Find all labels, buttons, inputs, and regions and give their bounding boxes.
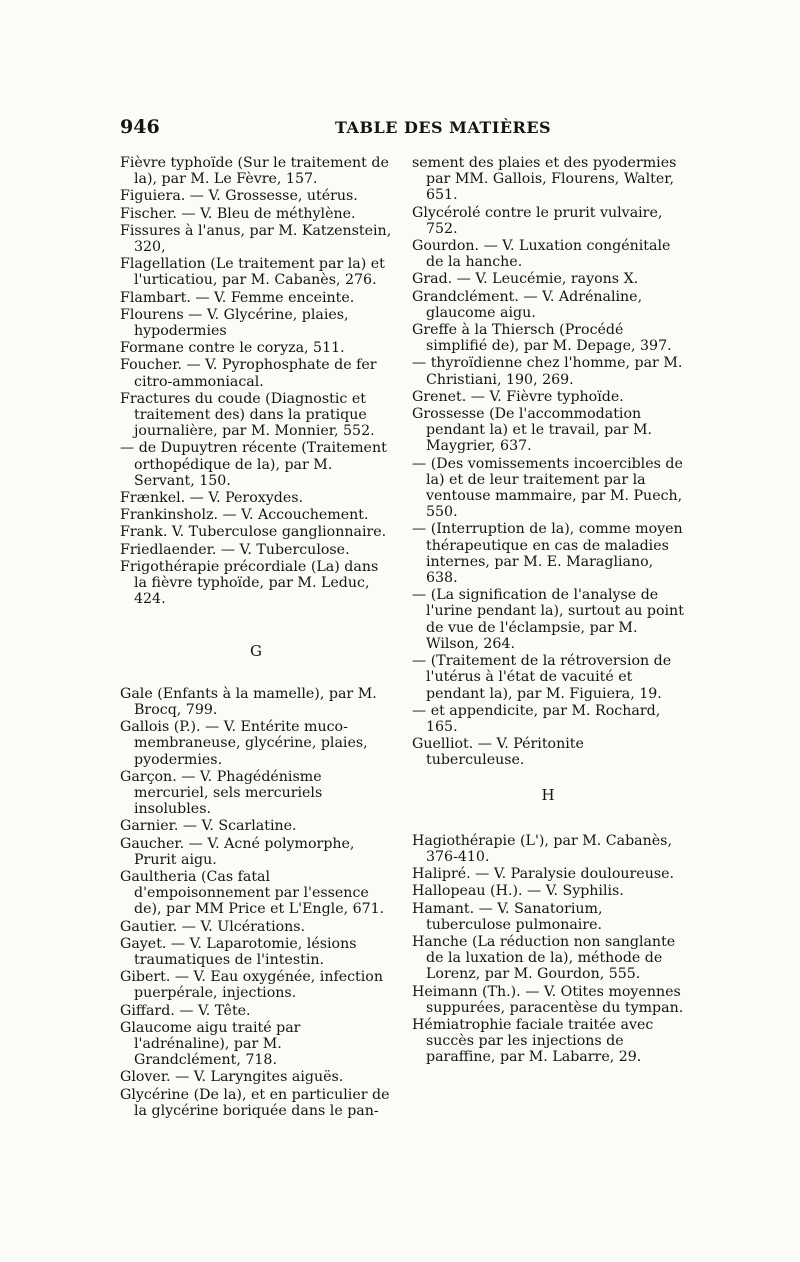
index-entry: — (Traitement de la rétroversion de l'utérus à l'état de vacuité et pendant la), par M. Figuiera, 19. [412,653,672,702]
section-letter-h: H [541,785,555,804]
index-entry: — (Interruption de la), comme moyen thérapeutique en cas de maladies internes, par M. E. Maragliano, 638. [412,521,683,587]
index-entry: Garnier. — V. Scarlatine. [120,818,297,835]
index-entry: Figuiera. — V. Grossesse, utérus. [120,188,358,205]
index-entry: Glycérolé contre le prurit vulvaire, 752. [412,204,663,237]
index-entry: Fissures à l'anus, par M. Katzenstein, 320, [120,222,392,256]
section-letter-g: G [250,642,262,661]
index-entry: Hanche (La réduction non sanglante de la luxation de la), méthode de Lorenz, par M. Gourdon, 555. [412,933,676,983]
index-entry: — et appendicite, par M. Rochard, 165. [412,702,661,735]
index-entry: Grad. — V. Leucémie, rayons X. [412,271,639,288]
index-entry: Flourens — V. Glycérine, plaies, hypodermies [120,306,349,340]
index-entry: Greffe à la Thiersch (Procédé simplifié de), par M. Depage, 397. [412,322,672,355]
index-entry: Fièvre typhoïde (Sur le traitement de la), par M. Le Fèvre, 157. [120,155,389,188]
index-entry: Hallopeau (H.). — V. Syphilis. [412,883,624,900]
index-entry: Hagiothérapie (L'), par M. Cabanès, 376-410. [412,832,672,865]
index-entry: Gaultheria (Cas fatal d'empoisonnement par l'essence de), par MM Price et L'Engle, 671. [120,868,385,918]
index-entry: — (La signification de l'analyse de l'urine pendant la), surtout au point de vue de l'éclampsie, par M. Wilson, 264. [412,587,684,652]
page-number: 946 [120,116,160,138]
index-entry: Guelliot. — V. Péritonite tuberculeuse. [412,736,584,769]
index-entry: — (Des vomissements incoercibles de la) et de leur traitement par la ventouse mammaire, par M. Puech, 550. [412,455,683,521]
index-entry: Fischer. — V. Bleu de méthylène. [120,205,356,222]
index-entry: Frank. V. Tuberculose ganglionnaire. [120,524,387,541]
index-entry: Halipré. — V. Paralysie douloureuse. [412,866,675,883]
index-entry: Gayet. — V. Laparotomie, lésions traumatiques de l'intestin. [120,935,357,968]
index-entry: Glover. — V. Laryngites aiguës. [120,1069,344,1086]
index-entry: sement des plaies et des pyodermies par MM. Gallois, Flourens, Walter, 651. [412,155,677,204]
index-entry: Glaucome aigu traité par l'adrénaline), par M. Grandclément, 718. [120,1019,301,1069]
index-entry: Gourdon. — V. Luxation congénitale de la hanche. [412,238,671,271]
page-header [120,116,680,140]
index-entry: Heimann (Th.). — V. Otites moyennes suppurées, paracentèse du tympan. [412,983,684,1016]
index-entry: Flambart. — V. Femme enceinte. [120,289,355,306]
index-entry: Grenet. — V. Fièvre typhoïde. [412,388,624,405]
index-entry: Fractures du coude (Diagnostic et traitement des) dans la pratique journalière, par M. Monnier, 552. [120,390,375,440]
index-entry: Flagellation (Le traitement par la) et l'urticatiou, par M. Cabanès, 276. [120,256,385,289]
index-entry: Foucher. — V. Pyrophosphate de fer citro-ammoniacal. [120,357,377,390]
index-entry: Frankinsholz. — V. Accouchement. [120,507,369,524]
index-entry: Grossesse (De l'accommodation pendant la) et le travail, par M. Maygrier, 637. [412,406,652,455]
index-entry: Grandclément. — V. Adrénaline, glaucome aigu. [412,288,643,321]
index-entry: Hamant. — V. Sanatorium, tuberculose pulmonaire. [412,900,603,933]
right-column [412,155,684,1067]
index-entry: Gale (Enfants à la mamelle), par M. Brocq, 799. [120,685,377,718]
running-title: TABLE DES MATIÈRES [335,118,552,137]
index-entry: Gautier. — V. Ulcérations. [120,918,306,935]
index-entry: Gibert. — V. Eau oxygénée, infection puerpérale, injections. [120,969,383,1002]
left-column [120,155,392,1120]
index-entry: Gaucher. — V. Acné polymorphe, Prurit aigu. [120,835,355,868]
index-entry: Gallois (P.). — V. Entérite muco-membraneuse, glycérine, plaies, pyodermies. [120,719,368,768]
index-entry: Garçon. — V. Phagédénisme mercuriel, sels mercuriels insolubles. [120,768,323,818]
index-entry: Frigothérapie précordiale (La) dans la fièvre typhoïde, par M. Leduc, 424. [120,558,379,608]
index-entry: Formane contre le coryza, 511. [120,340,345,357]
index-entry: — de Dupuytren récente (Traitement orthopédique de la), par M. Servant, 150. [120,440,387,489]
index-entry: Giffard. — V. Tête. [120,1002,251,1019]
index-entry: Glycérine (De la), et en particulier de la glycérine boriquée dans le pan- [120,1086,390,1119]
index-entry: Hémiatrophie faciale traitée avec succès par les injections de paraffine, par M. Labarre, 29. [412,1016,654,1066]
index-entry: — thyroïdienne chez l'homme, par M. Christiani, 190, 269. [412,355,683,388]
index-entry: Frænkel. — V. Peroxydes. [120,490,304,507]
index-entry: Friedlaender. — V. Tuberculose. [120,541,350,558]
